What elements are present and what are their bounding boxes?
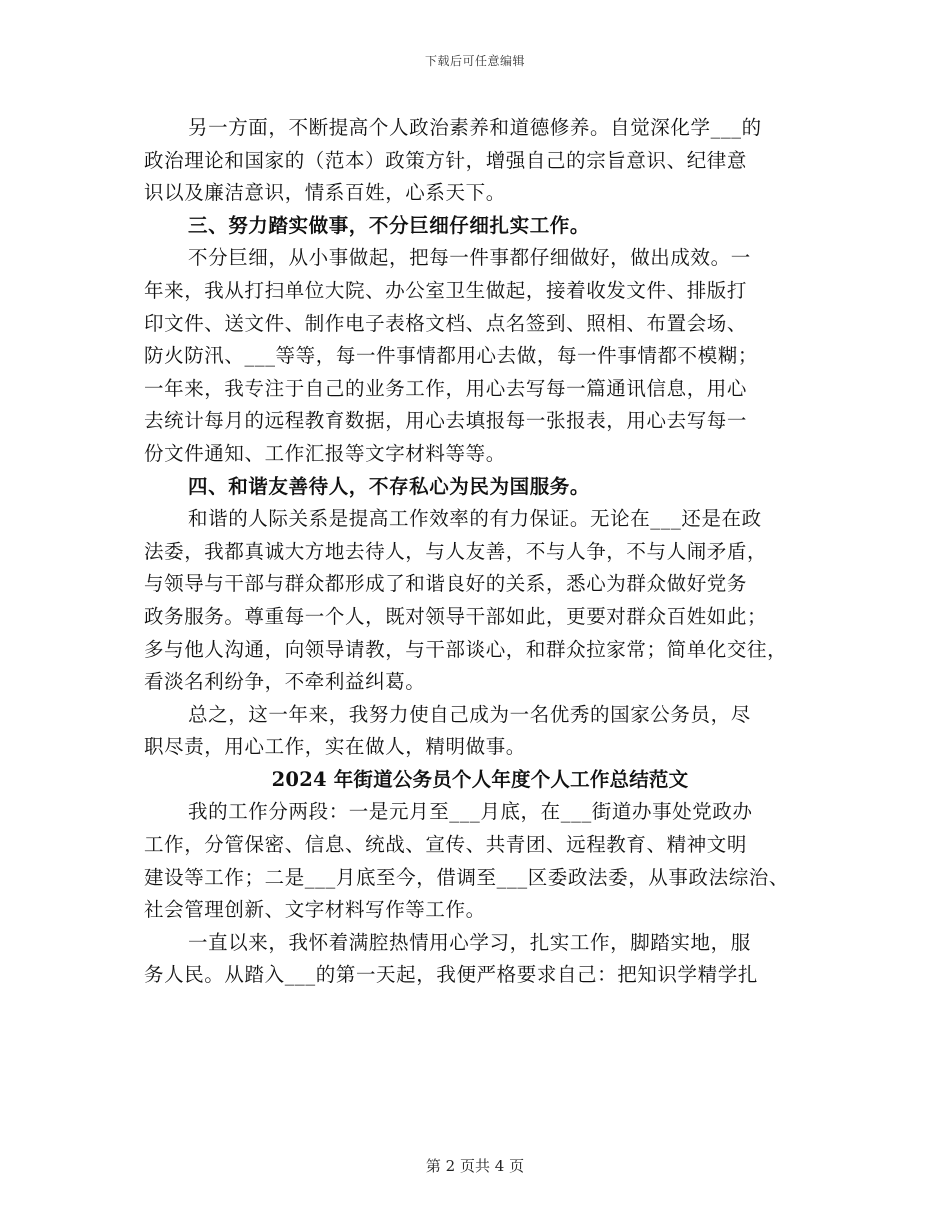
paragraph-line: 看淡名利纷争，不牵利益纠葛。 <box>144 670 426 694</box>
paragraph-line: 年来，我从打扫单位大院、办公室卫生做起，接着收发文件、排版打 <box>144 278 748 302</box>
page-footer: 第 2 页共 4 页 <box>425 1157 525 1175</box>
paragraph-line: 总之，这一年来，我努力使自己成为一名优秀的国家公务员，尽 <box>188 702 751 726</box>
paragraph-line: 务人民。从踏入___的第一天起，我便严格要求自己：把知识学精学扎 <box>144 963 758 987</box>
paragraph-line: 去统计每月的远程教育数据，用心去填报每一张报表，用心去写每一 <box>144 409 748 433</box>
paragraph-line: 份文件通知、工作汇报等文字材料等等。 <box>144 441 506 465</box>
paragraph-line: 工作，分管保密、信息、统战、宣传、共青团、远程教育、精神文明 <box>144 833 748 857</box>
document-title: 2024 年街道公务员个人年度个人工作总结范文 <box>271 767 689 791</box>
section-heading: 四、和谐友善待人，不存私心为民为国服务。 <box>188 474 591 498</box>
paragraph-line: 多与他人沟通，向领导请教，与干部谈心，和群众拉家常；简单化交往， <box>144 637 788 661</box>
paragraph-line: 建设等工作；二是___月底至今，借调至___区委政法委，从事政法综治、 <box>144 865 790 889</box>
paragraph-line: 不分巨细，从小事做起，把每一件事都仔细做好，做出成效。一 <box>188 246 751 270</box>
paragraph-line: 一年来，我专注于自己的业务工作，用心去写每一篇通讯信息，用心 <box>144 376 748 400</box>
paragraph-line: 另一方面，不断提高个人政治素养和道德修养。自觉深化学___的 <box>188 116 762 139</box>
paragraph-line: 政务服务。尊重每一个人，既对领导干部如此，更要对群众百姓如此； <box>144 604 768 628</box>
paragraph-line: 防火防汛、___等等，每一件事情都用心去做，每一件事情都不模糊； <box>144 344 758 368</box>
paragraph-line: 一直以来，我怀着满腔热情用心学习，扎实工作，脚踏实地，服 <box>188 930 751 954</box>
paragraph-line: 与领导与干部与群众都形成了和谐良好的关系，悉心为群众做好党务 <box>144 572 748 596</box>
paragraph-line: 识以及廉洁意识，情系百姓，心系天下。 <box>144 181 506 205</box>
document-body <box>144 112 816 992</box>
paragraph-line: 职尽责，用心工作，实在做人，精明做事。 <box>144 735 526 759</box>
paragraph-line: 政治理论和国家的（范本）政策方针，增强自己的宗旨意识、纪律意 <box>144 148 748 172</box>
paragraph-line: 社会管理创新、文字材料写作等工作。 <box>144 898 486 922</box>
paragraph-line: 印文件、送文件、制作电子表格文档、点名签到、照相、布置会场、 <box>144 311 748 335</box>
paragraph-line: 和谐的人际关系是提高工作效率的有力保证。无论在___还是在政 <box>188 507 762 531</box>
paragraph-line: 我的工作分两段：一是元月至___月底，在___街道办事处党政办 <box>188 800 753 824</box>
section-heading: 三、努力踏实做事，不分巨细仔细扎实工作。 <box>188 213 591 237</box>
paragraph-line: 法委，我都真诚大方地去待人，与人友善，不与人争，不与人闹矛盾， <box>144 539 768 563</box>
page-header: 下载后可任意编辑 <box>424 54 525 68</box>
